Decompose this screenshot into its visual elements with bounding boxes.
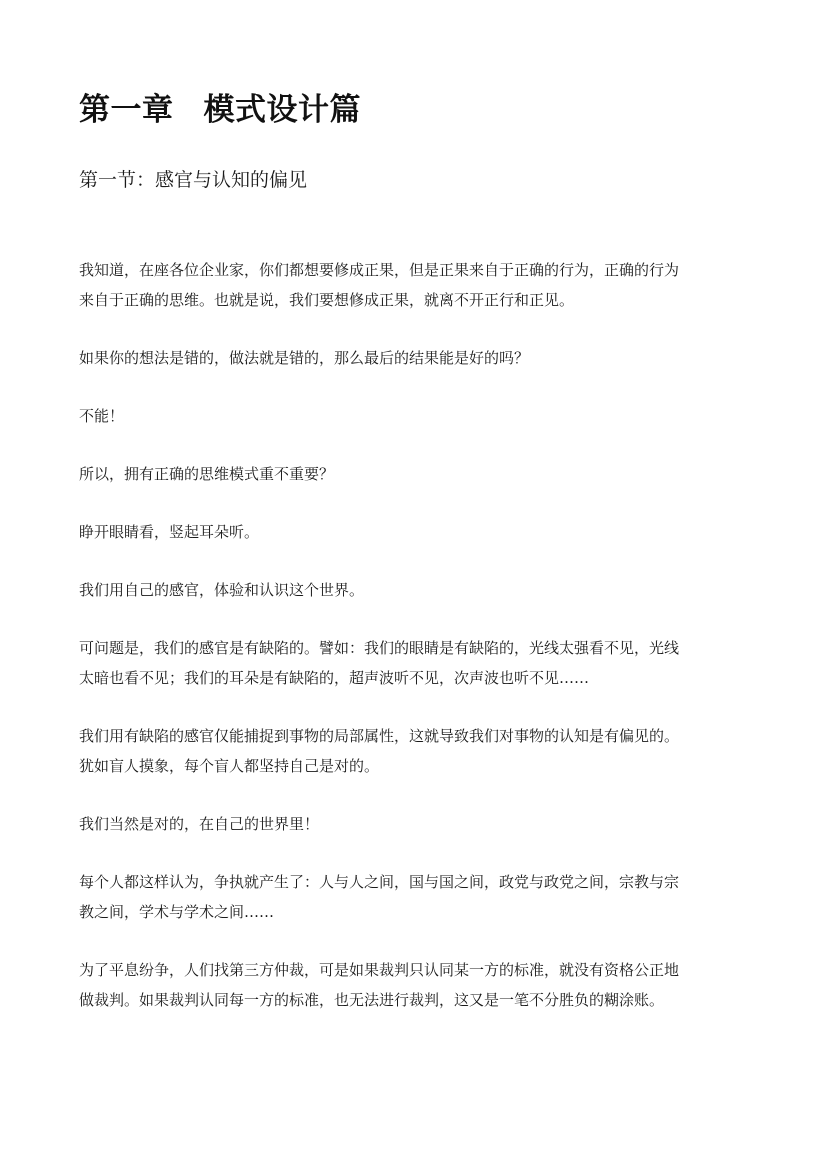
paragraph — [79, 721, 759, 781]
paragraph — [79, 867, 759, 927]
paragraph — [79, 955, 759, 1015]
paragraph — [79, 809, 759, 839]
paragraph — [79, 255, 759, 315]
section-title: 第一节：感官与认知的偏见 — [79, 169, 308, 191]
paragraph-line: 可问题是，我们的感官是有缺陷的。譬如：我们的眼睛是有缺陷的，光线太强看不见，光线 — [79, 639, 680, 657]
paragraph-line: 教之间，学术与学术之间…… — [79, 903, 275, 921]
paragraph — [79, 401, 759, 431]
paragraph-line: 我们当然是对的，在自己的世界里！ — [79, 815, 320, 833]
paragraph-line: 来自于正确的思维。也就是说，我们要想修成正果，就离不开正行和正见。 — [79, 291, 575, 309]
paragraph-line: 所以，拥有正确的思维模式重不重要？ — [79, 465, 335, 483]
paragraph-line: 不能！ — [79, 407, 125, 425]
paragraph-line: 做裁判。如果裁判认同每一方的标准，也无法进行裁判，这又是一笔不分胜负的糊涂账。 — [79, 991, 665, 1009]
paragraph — [79, 343, 759, 373]
paragraph-line: 我们用自己的感官，体验和认识这个世界。 — [79, 581, 365, 599]
paragraph — [79, 517, 759, 547]
chapter-number: 第一章 — [79, 92, 174, 128]
paragraph — [79, 633, 759, 693]
paragraph-line: 为了平息纷争，人们找第三方仲裁，可是如果裁判只认同某一方的标准，就没有资格公正地 — [79, 961, 680, 979]
paragraph — [79, 459, 759, 489]
paragraph-line: 如果你的想法是错的，做法就是错的，那么最后的结果能是好的吗？ — [79, 349, 530, 367]
chapter-title — [79, 84, 361, 136]
paragraph-line: 太暗也看不见；我们的耳朵是有缺陷的，超声波听不见，次声波也听不见…… — [79, 669, 590, 687]
paragraph — [79, 575, 759, 605]
body-text — [79, 255, 759, 1043]
paragraph-line: 我知道，在座各位企业家，你们都想要修成正果，但是正果来自于正确的行为，正确的行为 — [79, 261, 680, 279]
paragraph-line: 我们用有缺陷的感官仅能捕捉到事物的局部属性，这就导致我们对事物的认知是有偏见的。 — [79, 727, 680, 745]
chapter-name: 模式设计篇 — [203, 92, 361, 128]
paragraph-line: 犹如盲人摸象，每个盲人都坚持自己是对的。 — [79, 757, 380, 775]
paragraph-line: 每个人都这样认为，争执就产生了：人与人之间，国与国之间，政党与政党之间，宗教与宗 — [79, 873, 680, 891]
paragraph-line: 睁开眼睛看，竖起耳朵听。 — [79, 523, 260, 541]
